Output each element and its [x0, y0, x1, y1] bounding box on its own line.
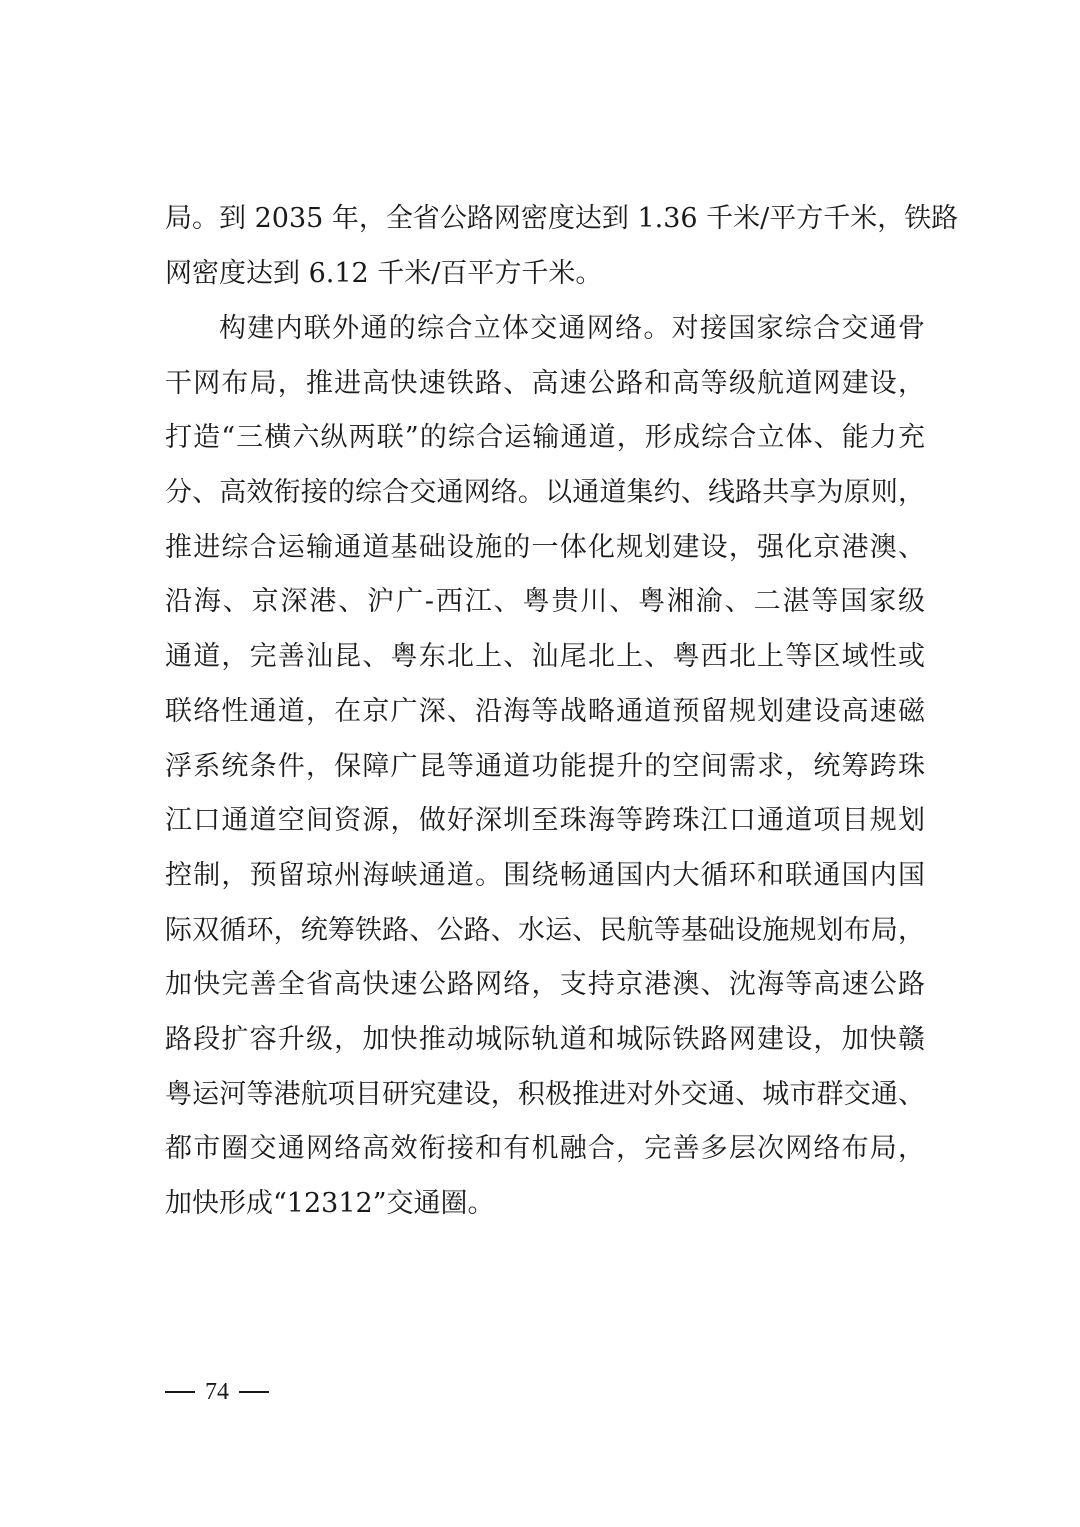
paragraph-line: 加快完善全省高快速公路网络，支持京港澳、沈海等高速公路	[165, 969, 925, 1001]
paragraph-line: 控制，预留琼州海峡通道。围绕畅通国内大循环和联通国内国	[165, 859, 925, 891]
page-number: 74	[205, 1379, 229, 1405]
paragraph-line: 都市圈交通网络高效衔接和有机融合，完善多层次网络布局，	[165, 1133, 925, 1165]
paragraph-line: 沿海、京深港、沪广-西江、粤贵川、粤湘渝、二湛等国家级	[165, 586, 925, 618]
paragraph-line: 构建内联外通的综合立体交通网络。对接国家综合交通骨	[219, 313, 925, 344]
paragraph-line: 江口通道空间资源，做好深圳至珠海等跨珠江口通道项目规划	[165, 805, 925, 837]
paragraph-line: 加快形成“12312”交通圈。	[165, 1188, 495, 1219]
paragraph-line: 干网布局，推进高快速铁路、高速公路和高等级航道网建设，	[165, 367, 925, 399]
paragraph-line: 路段扩容升级，加快推动城际轨道和城际铁路网建设，加快赣	[165, 1023, 925, 1055]
paragraph-line: 联络性通道，在京广深、沿海等战略通道预留规划建设高速磁	[165, 695, 925, 727]
paragraph-1	[165, 192, 959, 301]
paragraph-line: 粤运河等港航项目研究建设，积极推进对外交通、城市群交通、	[165, 1078, 925, 1110]
paragraph-line: 际双循环，统筹铁路、公路、水运、民航等基础设施规划布局，	[165, 914, 925, 946]
paragraph-line: 打造“三横六纵两联”的综合运输通道，形成综合立体、能力充	[165, 422, 925, 454]
paragraph-line: 分、高效衔接的综合交通网络。以通道集约、线路共享为原则，	[165, 477, 925, 509]
paragraph-line: 通道，完善汕昆、粤东北上、汕尾北上、粤西北上等区域性或	[165, 641, 925, 673]
page-footer	[165, 1372, 269, 1412]
footer-dash-left	[165, 1391, 195, 1392]
paragraph-2	[165, 302, 925, 1232]
paragraph-line: 局。到 2035 年，全省公路网密度达到 1.36 千米/平方千米，铁路	[165, 203, 959, 234]
footer-dash-right	[239, 1391, 269, 1392]
paragraph-line: 推进综合运输通道基础设施的一体化规划建设，强化京港澳、	[165, 531, 925, 563]
paragraph-line: 网密度达到 6.12 千米/百平方千米。	[165, 257, 603, 289]
paragraph-line: 浮系统条件，保障广昆等通道功能提升的空间需求，统筹跨珠	[165, 750, 925, 782]
